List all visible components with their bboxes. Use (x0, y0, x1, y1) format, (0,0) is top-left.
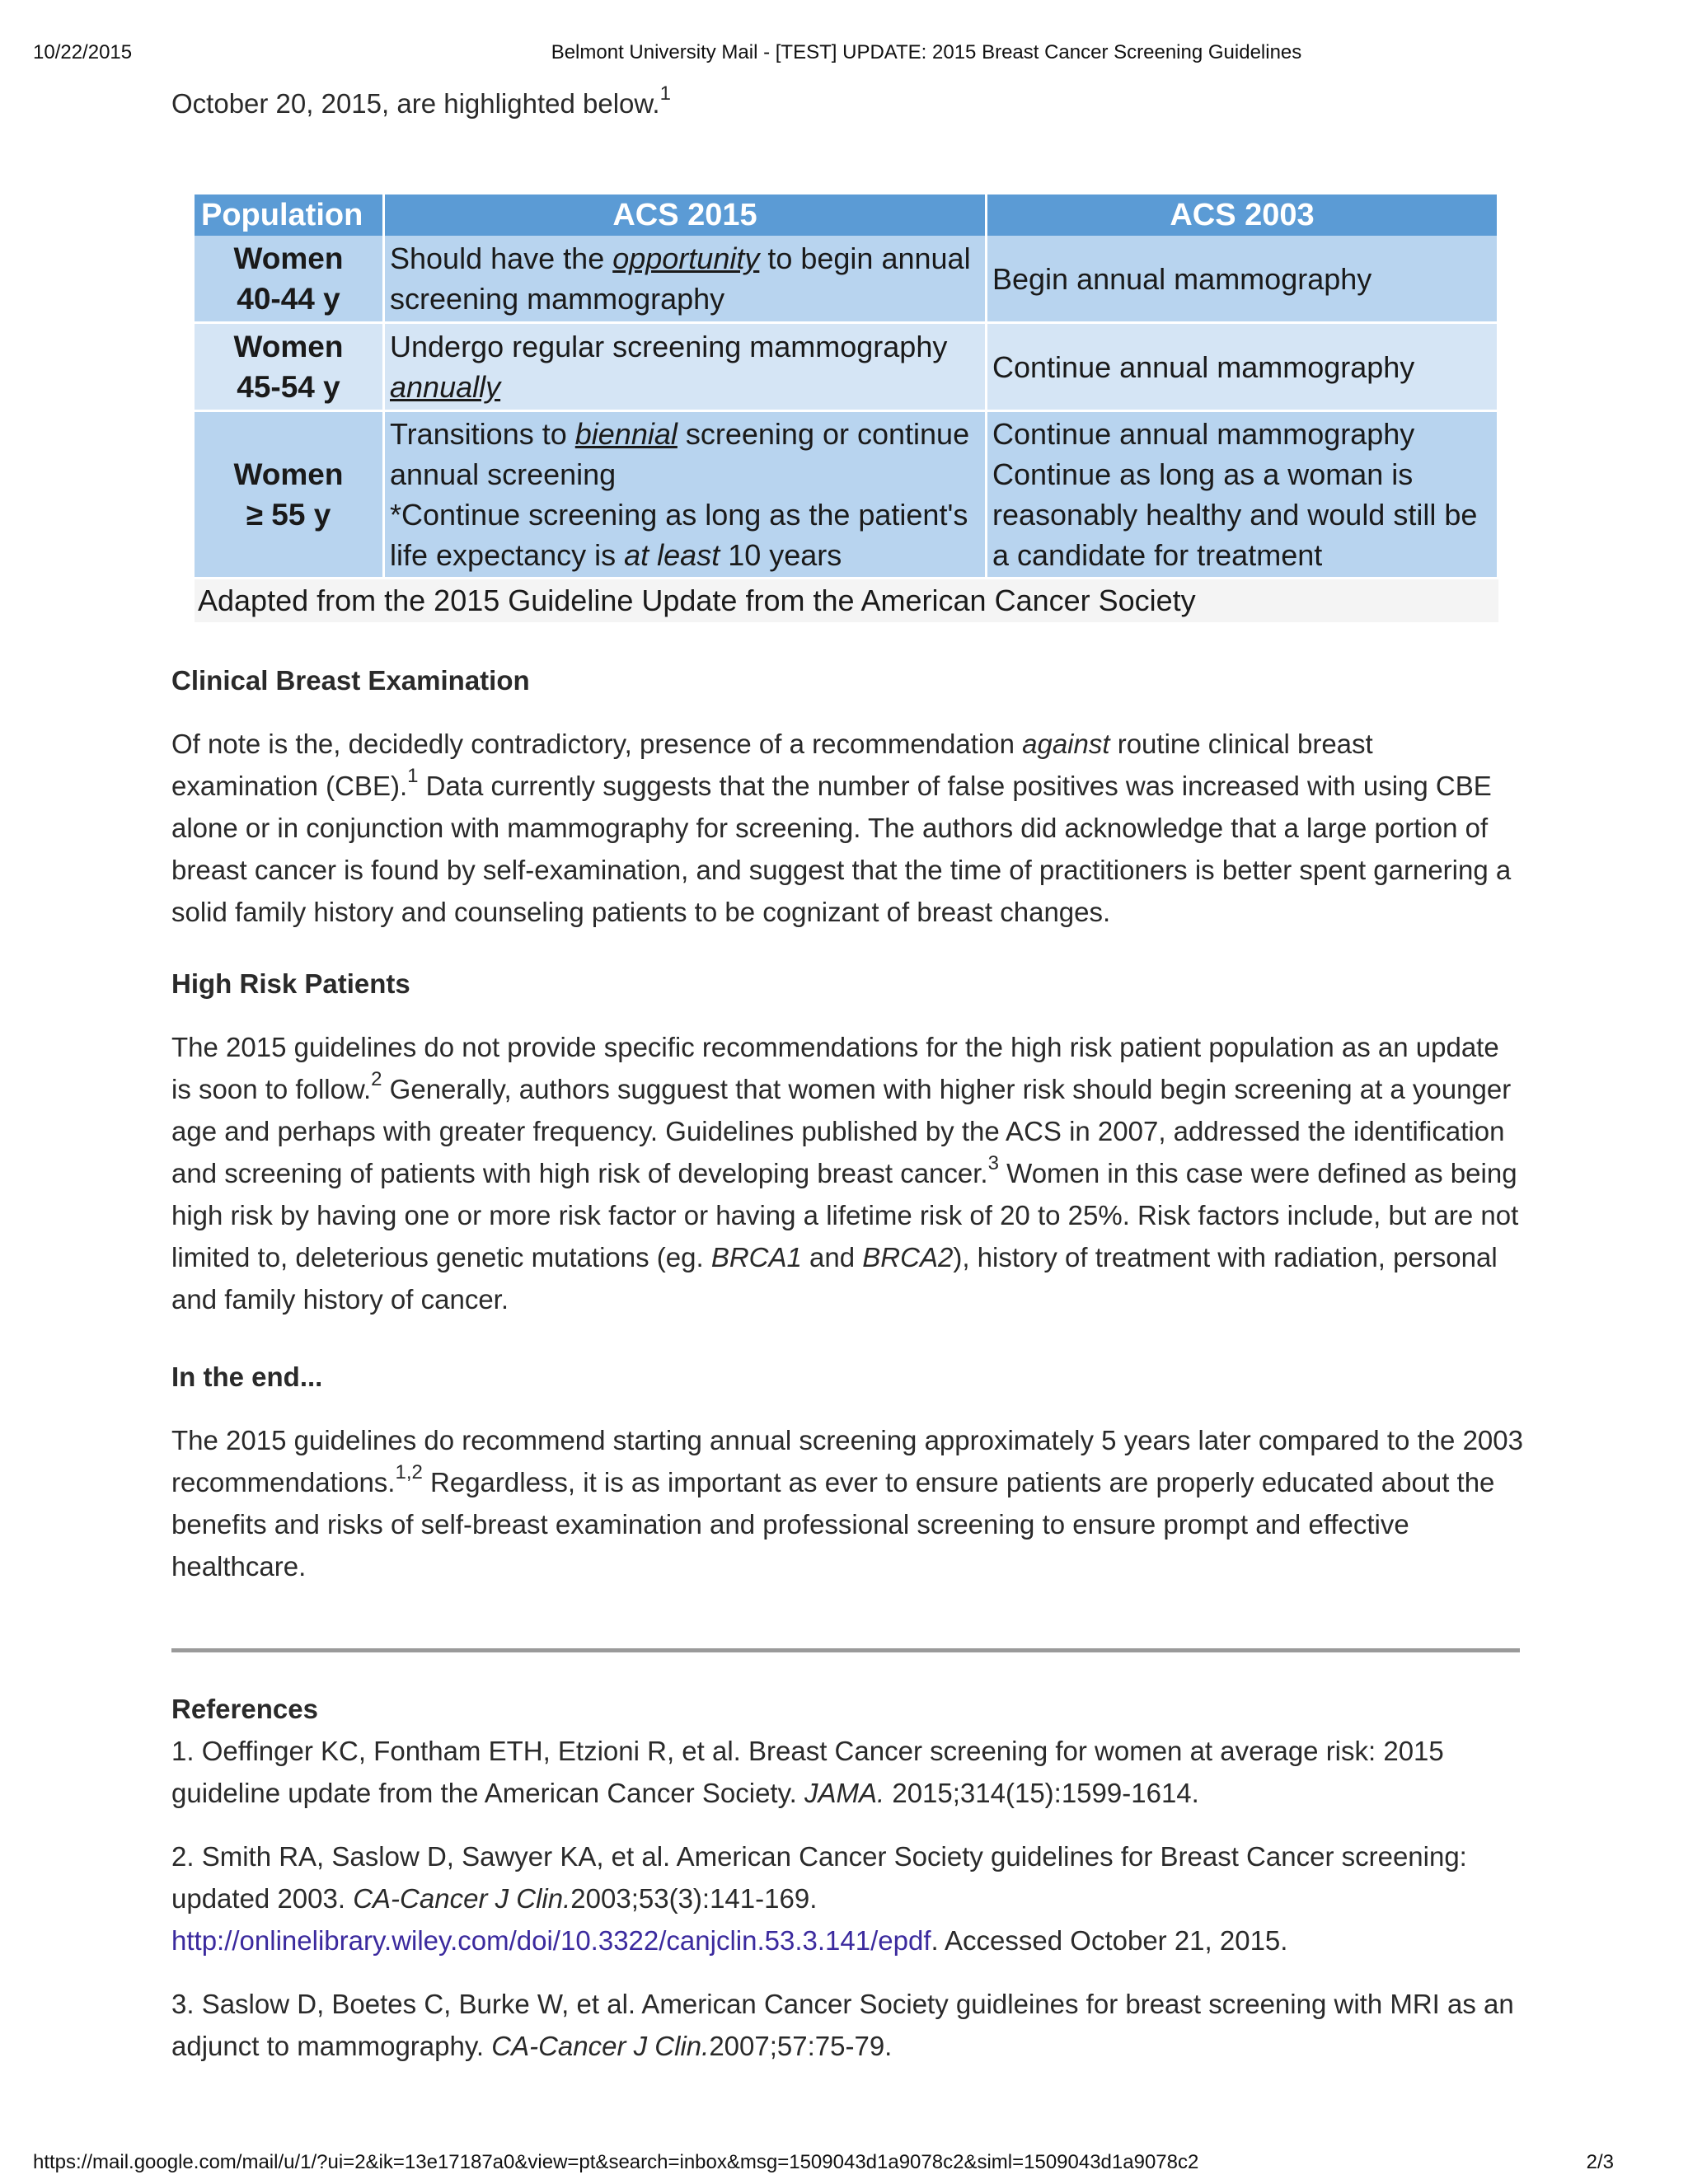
print-title: Belmont University Mail - [TEST] UPDATE: 2015 Breast Cancer Screening Guidelines (551, 41, 1302, 63)
table-header-row (195, 194, 1498, 236)
acs2003-cell: Begin annual mammography (987, 236, 1498, 323)
header-acs2003: ACS 2003 (987, 194, 1498, 236)
acs2015-cell: Undergo regular screening mammography annually (384, 323, 987, 411)
divider (171, 1648, 1520, 1652)
end-paragraph: The 2015 guidelines do recommend starting annual screening approximately 5 years later compared to the 2003 recommendations.$^{1,2}$ Regardless, it is as important as ever to ensure patients are properly educated about the benefits and risks of self-breast examination and professional screening to ensure prompt and effective healthcare. (171, 1425, 1523, 1582)
guidelines-table (195, 194, 1499, 622)
acs2015-cell: Should have the opportunity to begin annual screening mammography (384, 236, 987, 323)
table-row (195, 411, 1498, 579)
page-number: 2/3 (1586, 2151, 1614, 2173)
acs2003-cell: Continue annual mammography Continue as long as a woman is reasonably healthy and would still be a candidate for treatment (987, 411, 1498, 579)
population-cell: Women 45-54 y (195, 323, 384, 411)
print-date: 10/22/2015 (33, 41, 133, 63)
cbe-heading: Clinical Breast Examination (171, 665, 530, 696)
print-url: https://mail.google.com/mail/u/1/?ui=2&ik=13e17187a0&view=pt&search=inbox&msg=1509043d1a9078c2&siml=1509043d1a9078c2 (33, 2151, 1199, 2173)
intro-line (171, 82, 1523, 124)
acs2003-cell: Continue annual mammography (987, 323, 1498, 411)
end-section (171, 1356, 1523, 1587)
intro-sup: 1 (659, 82, 671, 105)
high-risk-heading: High Risk Patients (171, 968, 410, 999)
acs2015-cell: Transitions to biennial screening or continue annual screening *Continue screening as long as the patient's life expectancy is at least 10 years (384, 411, 987, 579)
references-section (171, 1688, 1523, 2067)
reference-item: 3. Saslow D, Boetes C, Burke W, et al. American Cancer Society guidleines for breast screening with MRI as an adjunct to mammography. CA-Cancer J Clin.2007;57:75-79. (171, 1989, 1514, 2061)
references-heading: References (171, 1694, 318, 1724)
table-caption-row (195, 579, 1498, 623)
population-cell: Women 40-44 y (195, 236, 384, 323)
population-cell: Women ≥ 55 y (195, 411, 384, 579)
reference-item: 2. Smith RA, Saslow D, Sawyer KA, et al. American Cancer Society guidelines for Breast Cancer screening: updated 2003. CA-Cancer J Clin.2003;53(3):141-169. http://onlinelibrary.wiley.com/doi/10.3322/canjclin.53.3.141/epdf. Accessed October 21, 2015. (171, 1841, 1467, 1956)
high-risk-section (171, 963, 1523, 1320)
end-heading: In the end... (171, 1361, 323, 1392)
high-risk-paragraph: The 2015 guidelines do not provide specific recommendations for the high risk patient population as an update is soon to follow.$^2$ Generally, authors sugguest that women with higher risk should begin screening at a younger age and perhaps with greater frequency. Guidelines published by the ACS in 2007, addressed the identification and screening of patients with high risk of developing breast cancer.$^3$ Women in this case were defined as being high risk by having one or more risk factor or having a lifetime risk of 20 to 25%. Risk factors include, but are not limited to, deleterious genetic mutations (eg. BRCA1 and BRCA2), history of treatment with radiation, personal and family history of cancer. (171, 1032, 1519, 1315)
header-acs2015: ACS 2015 (384, 194, 987, 236)
cbe-section (171, 659, 1523, 933)
header-population: Population (195, 194, 384, 236)
reference-link[interactable]: http://onlinelibrary.wiley.com/doi/10.3322/canjclin.53.3.141/epdf (171, 1925, 931, 1956)
reference-item: 1. Oeffinger KC, Fontham ETH, Etzioni R, et al. Breast Cancer screening for women at average risk: 2015 guideline update from the American Cancer Society. JAMA. 2015;314(15):1599-1614. (171, 1736, 1444, 1808)
cbe-paragraph: Of note is the, decidedly contradictory, presence of a recommendation against routine clinical breast examination (CBE).$^1$ Data currently suggests that the number of false positives was increased with using CBE alone or in conjunction with mammography for screening. The authors did acknowledge that a large portion of breast cancer is found by self-examination, and suggest that the time of practitioners is better spent garnering a solid family history and counseling patients to be cognizant of breast changes. (171, 729, 1512, 927)
table-caption: Adapted from the 2015 Guideline Update from the American Cancer Society (195, 579, 1498, 623)
table-row (195, 236, 1498, 323)
table-row (195, 323, 1498, 411)
intro-text: October 20, 2015, are highlighted below. (171, 88, 660, 119)
